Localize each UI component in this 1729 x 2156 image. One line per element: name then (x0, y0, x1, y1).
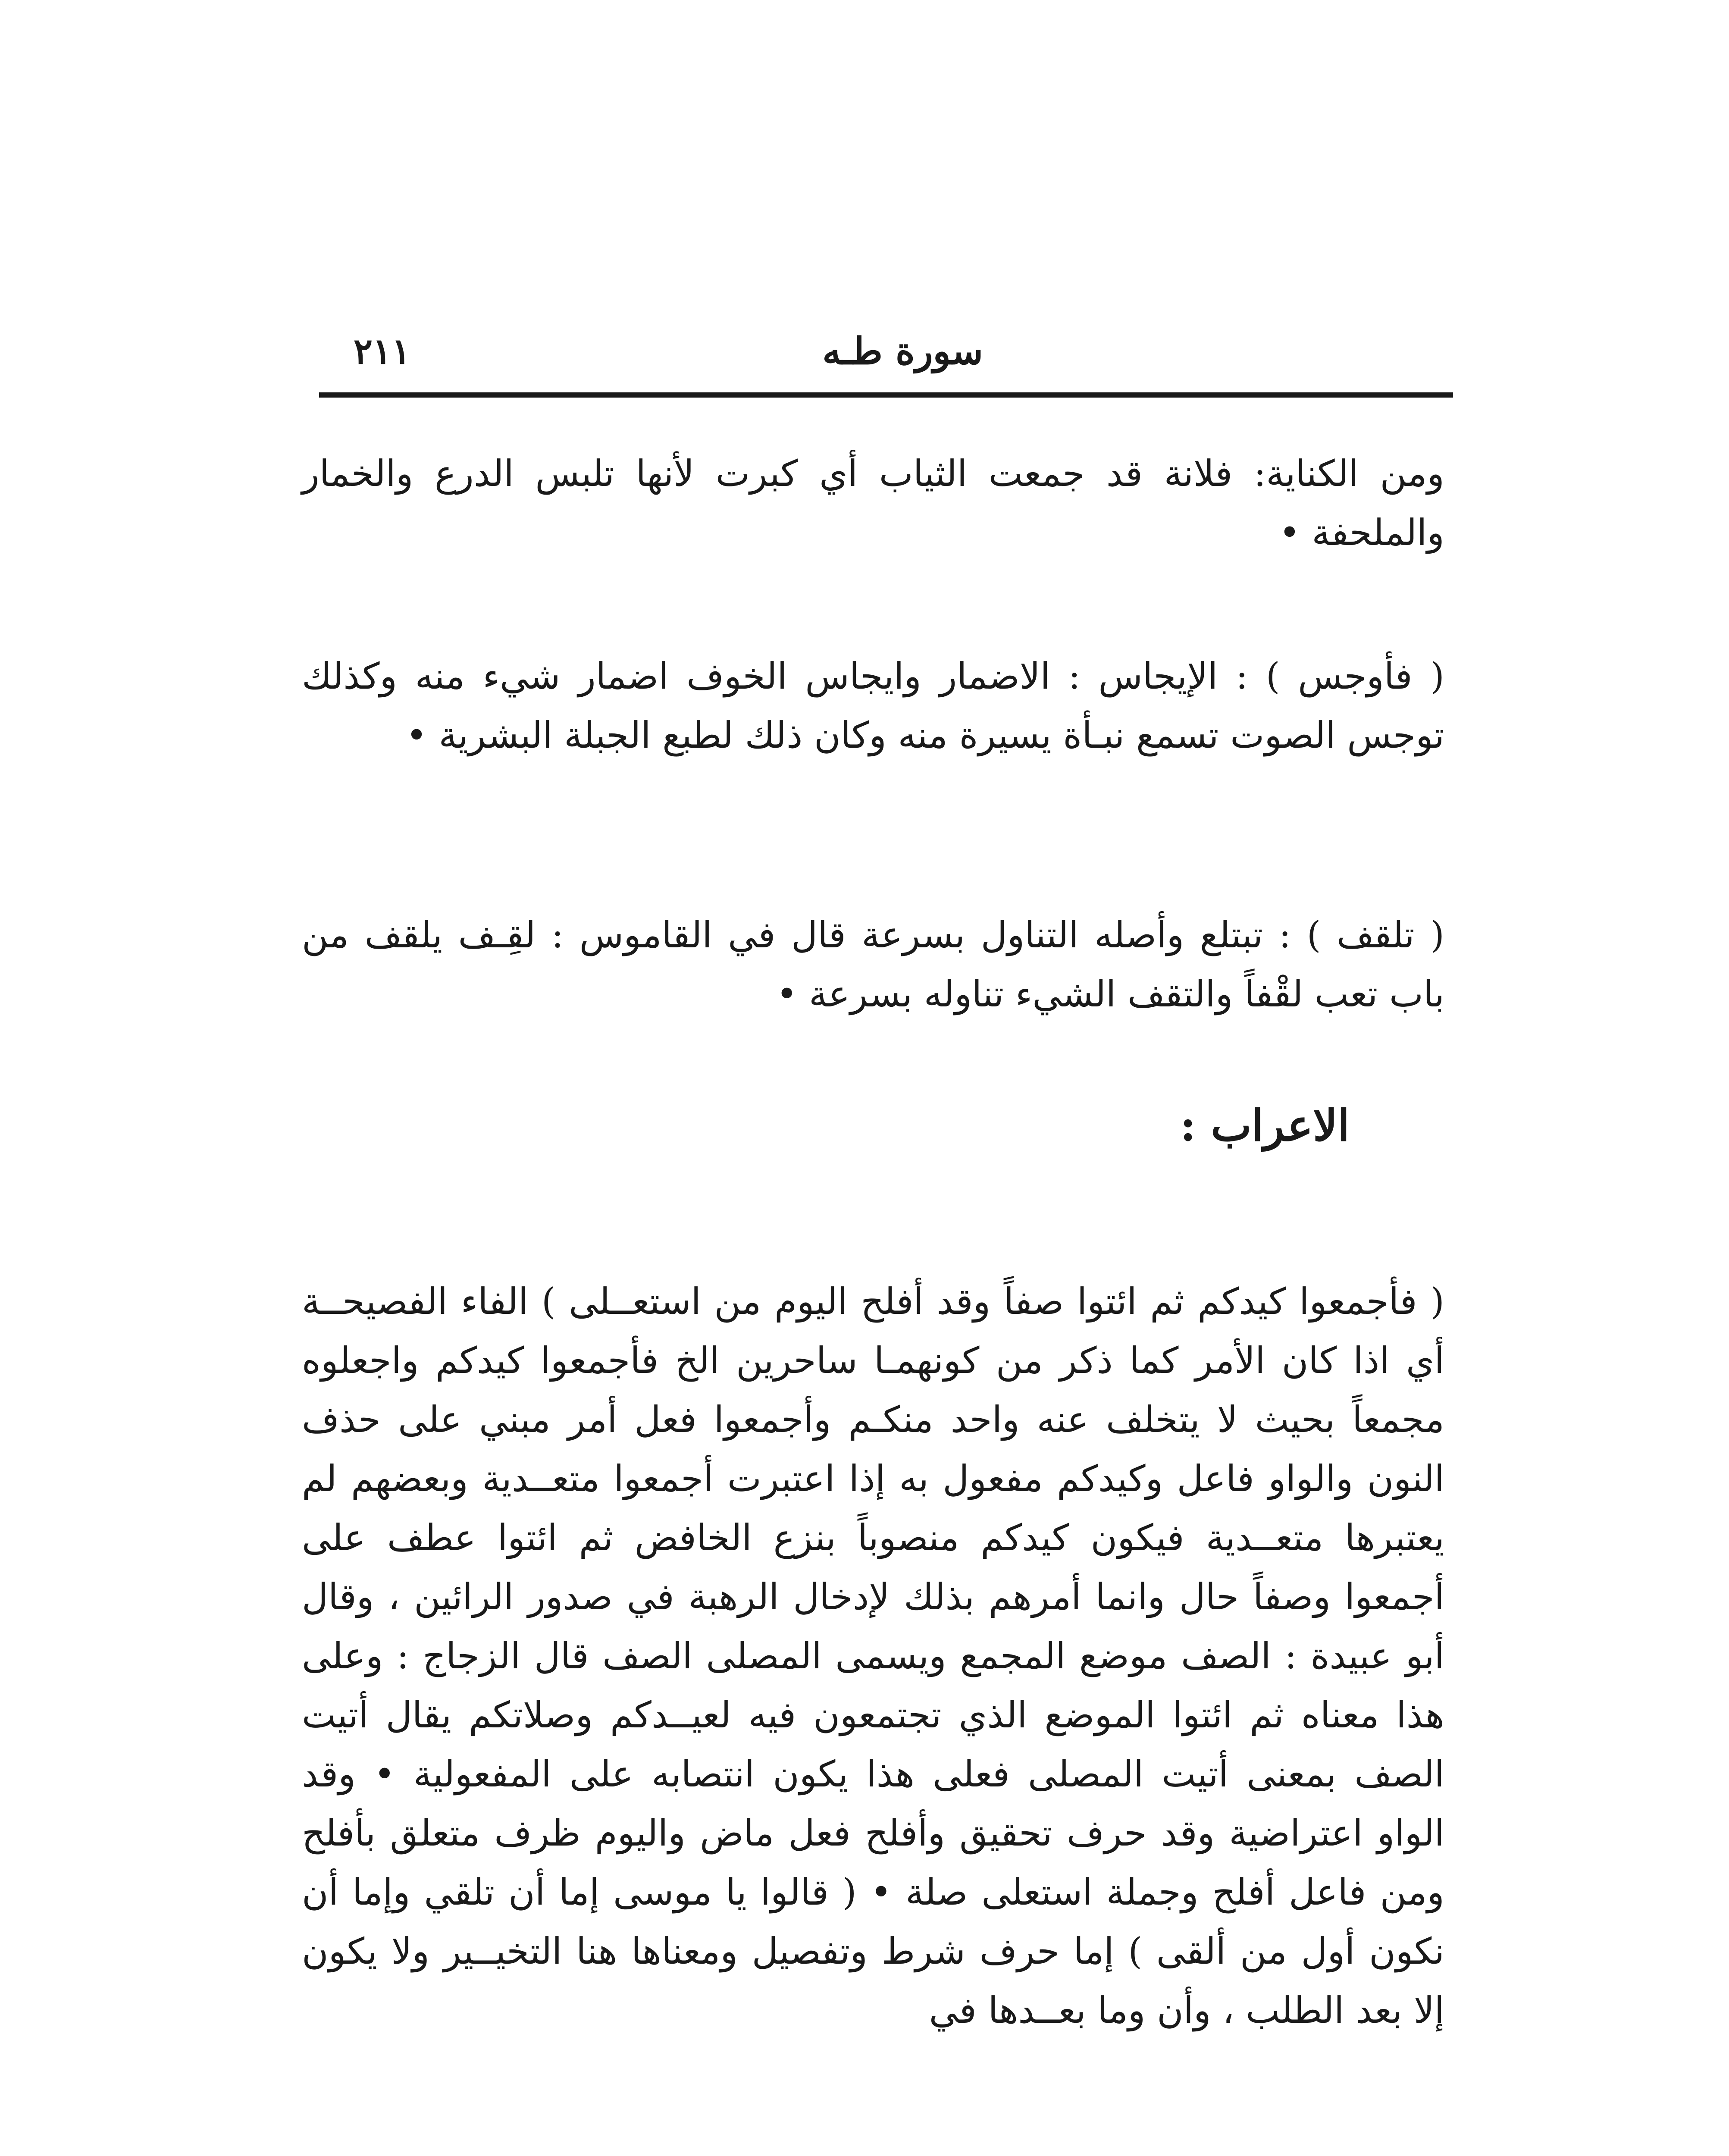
header-divider (319, 392, 1453, 398)
paragraph-awjas (302, 647, 1444, 765)
paragraph-text: ( فأوجس ) : الإيجاس : الاضمار وايجاس الخوف اضمار شيء منه وكذلك توجس الصوت تسمع نبـأة يسيرة منه وكان ذلك لطبع الجبلة البشرية • (302, 655, 1444, 756)
paragraph-text: ومن الكناية: فلانة قد جمعت الثياب أي كبرت لأنها تلبس الدرع والخمار والملحفة • (302, 452, 1444, 554)
paragraph-text: ( تلقف ) : تبتلع وأصله التناول بسرعة قال في القاموس : لقِـف يلقف من باب تعب لقْفاً والتقف الشيء تناوله بسرعة • (302, 914, 1444, 1015)
irab-text: ( فأجمعوا كيدكم ثم ائتوا صفاً وقد أفلح اليوم من استعــلى ) الفاء الفصيحــة أي اذا كان الأمر كما ذكر من كونهمـا ساحرين الخ فأجمعوا كيدكم واجعلوه مجمعاً بحيث لا يتخلف عنه واحد منكـم وأجمعوا فعل أمر مبني على حذف النون والواو فاعل وكيدكم مفعول به إذا اعتبرت أجمعوا متعــدية وبعضهم لم يعتبرها متعــدية فيكون كيدكم منصوباً بنزع الخافض ثم ائتوا عطف على أجمعوا وصفاً حال وانما أمرهم بذلك لإدخال الرهبة في صدور الرائين ، وقال أبو عبيدة : الصف موضع المجمع ويسمى المصلى الصف قال الزجاج : وعلى هذا معناه ثم ائتوا الموضع الذي تجتمعون فيه لعيــدكم وصلاتكم يقال أتيت الصف بمعنى أتيت المصلى فعلى هذا يكون انتصابه على المفعولية • وقد الواو اعتراضية وقد حرف تحقيق وأفلح فعل ماض واليوم ظرف متعلق بأفلح ومن فاعل أفلح وجملة استعلى صلة • ( قالوا يا موسى إما أن تلقي وإما أن نكون أول من ألقى ) إما حرف شرط وتفصيل ومعناها هنا التخيــير ولا يكون إلا بعد الطلب ، وأن وما بعــدها في (302, 1280, 1444, 2031)
irab-section (302, 1272, 1444, 2040)
paragraph-kinaya (302, 444, 1444, 562)
page-header (319, 319, 1453, 384)
page-number: ٢١١ (354, 331, 411, 372)
paragraph-talqaf (302, 906, 1444, 1024)
section-heading: الاعراب : (1180, 1100, 1350, 1151)
surah-title: سورة طـه (822, 329, 983, 373)
